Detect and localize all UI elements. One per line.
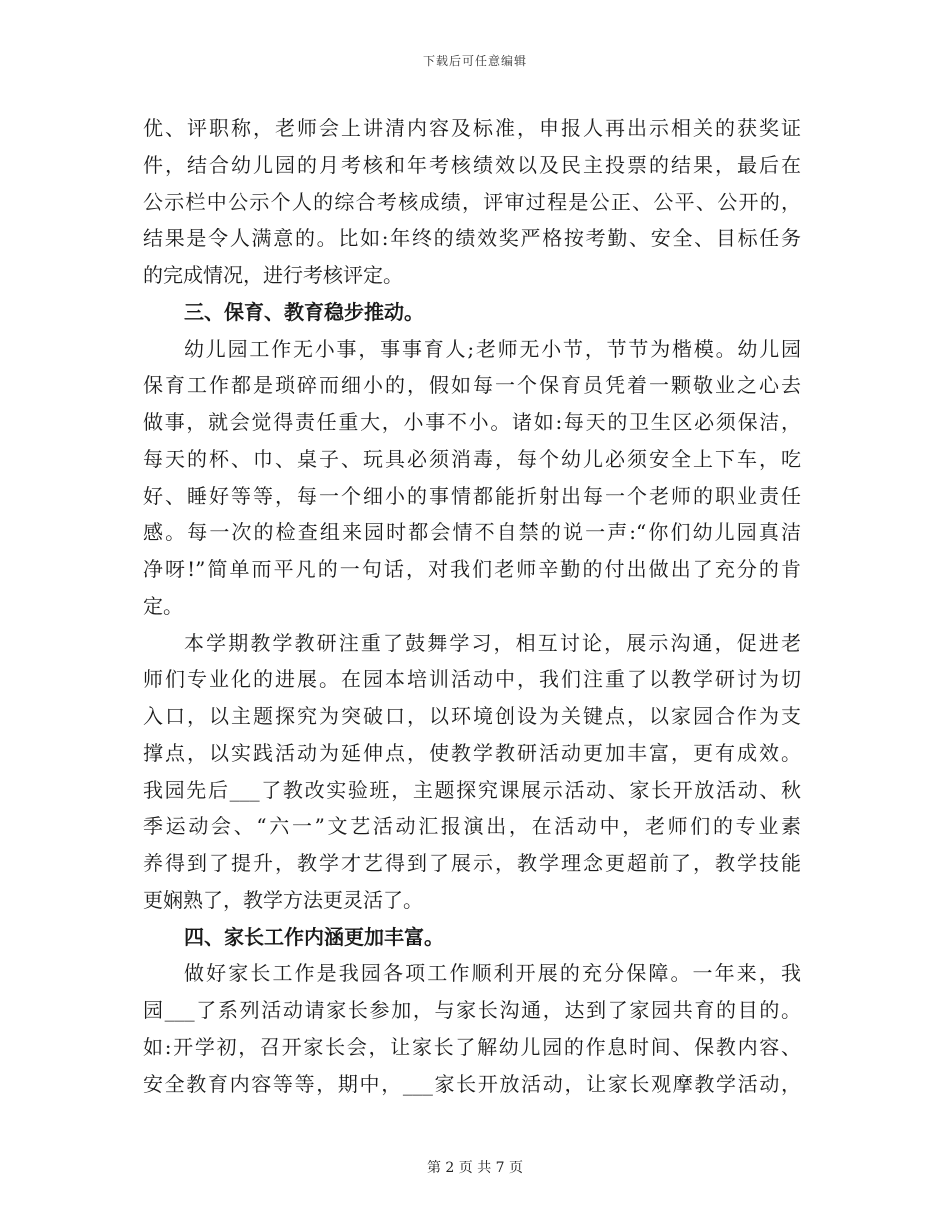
page-header: 下载后可任意编辑	[422, 54, 527, 68]
text-line: 结果是令人满意的。比如:年终的绩效奖严格按考勤、安全、目标任务	[143, 226, 801, 251]
section-heading-3: 三、保育、教育稳步推动。	[184, 299, 424, 324]
text-line: 每天的杯、巾、桌子、玩具必须消毒，每个幼儿必须安全上下车，吃	[143, 446, 801, 471]
text-line: 优、评职称，老师会上讲清内容及标准，申报人再出示相关的获奖证	[143, 116, 801, 140]
page-number: 第 2 页 共 7 页	[426, 1160, 524, 1176]
text-line: 做好家长工作是我园各项工作顺利开展的充分保障。一年来，我	[184, 961, 801, 986]
text-line: 净呀!”简单而平凡的一句话，对我们老师辛勤的付出做出了充分的肯	[143, 557, 801, 581]
text-line: 养得到了提升，教学才艺得到了展示，教学理念更超前了，教学技能	[143, 851, 801, 875]
text-line: 园___了系列活动请家长参加，与家长沟通，达到了家园共育的目的。	[143, 998, 801, 1022]
text-line: 师们专业化的进展。在园本培训活动中，我们注重了以教学研讨为切	[143, 667, 801, 692]
text-line: 的完成情况，进行考核评定。	[143, 263, 403, 287]
text-line: 入口，以主题探究为突破口，以环境创设为关键点，以家园合作为支	[143, 704, 801, 728]
text-line: 更娴熟了，教学方法更灵活了。	[143, 887, 423, 912]
text-line: 做事，就会觉得责任重大，小事不小。诸如:每天的卫生区必须保洁，	[143, 410, 801, 434]
text-line: 我园先后___了教改实验班，主题探究课展示活动、家长开放活动、秋	[143, 777, 801, 802]
text-line: 公示栏中公示个人的综合考核成绩，评审过程是公正、公平、公开的，	[143, 189, 801, 214]
text-line: 撑点，以实践活动为延伸点，使教学教研活动更加丰富，更有成效。	[143, 740, 801, 765]
section-heading-4: 四、家长工作内涵更加丰富。	[184, 924, 444, 949]
text-line: 如:开学初，召开家长会，让家长了解幼儿园的作息时间、保教内容、	[143, 1034, 801, 1059]
text-line: 安全教育内容等等，期中，___家长开放活动，让家长观摩教学活动，	[143, 1071, 801, 1096]
text-line: 本学期教学教研注重了鼓舞学习，相互讨论，展示沟通，促进老	[184, 630, 801, 655]
text-line: 保育工作都是琐碎而细小的，假如每一个保育员凭着一颗敬业之心去	[143, 373, 801, 398]
text-line: 季运动会、“六一”文艺活动汇报演出，在活动中，老师们的专业素	[143, 814, 801, 839]
document-body	[143, 110, 801, 1102]
text-line: 定。	[143, 593, 183, 618]
text-line: 件，结合幼儿园的月考核和年考核绩效以及民主投票的结果，最后在	[143, 152, 801, 177]
text-line: 感。每一次的检查组来园时都会情不自禁的说一声:“你们幼儿园真洁	[143, 520, 801, 545]
text-line: 好、睡好等等，每一个细小的事情都能折射出每一个老师的职业责任	[143, 483, 801, 508]
text-line: 幼儿园工作无小事，事事育人;老师无小节，节节为楷模。幼儿园	[184, 336, 801, 361]
